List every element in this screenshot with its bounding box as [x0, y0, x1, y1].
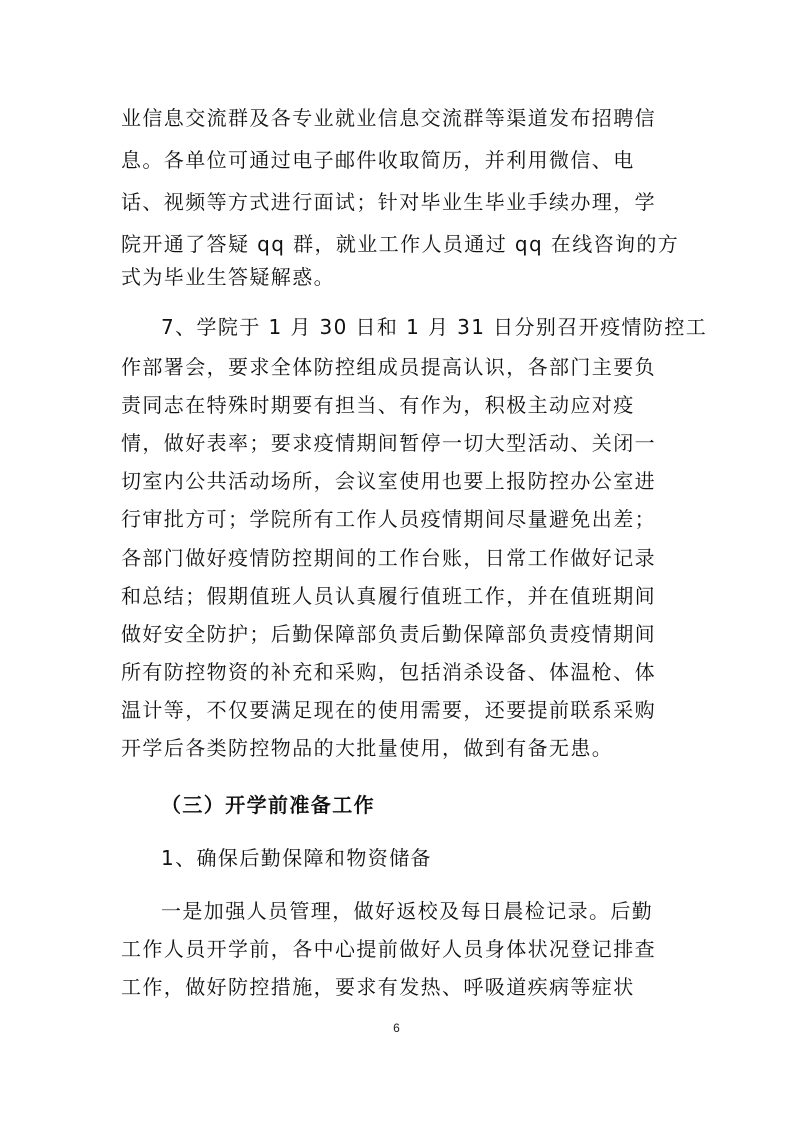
- paragraph-line: 所有防控物资的补充和采购，包括消杀设备、体温枪、体: [121, 660, 656, 684]
- paragraph-line: 话、视频等方式进行面试；针对毕业生毕业手续办理，学: [121, 190, 656, 214]
- paragraph-line: 责同志在特殊时期要有担当、有作为，积极主动应对疫: [121, 393, 635, 417]
- paragraph-line: 息。各单位可通过电子邮件收取简历，并利用微信、电: [121, 148, 635, 172]
- paragraph-line: 工作，做好防控措施，要求有发热、呼吸道疾病等症状: [121, 975, 635, 999]
- section-heading: （三）开学前准备工作: [161, 793, 375, 817]
- paragraph-line: 各部门做好疫情防控期间的工作台账，日常工作做好记录: [121, 546, 656, 570]
- paragraph-line: 一是加强人员管理，做好返校及每日晨检记录。后勤: [161, 899, 654, 923]
- paragraph-line: 温计等，不仅要满足现在的使用需要，还要提前联系采购: [121, 698, 656, 722]
- subsection-heading: 1、确保后勤保障和物资储备: [161, 846, 432, 870]
- paragraph-line: 行审批方可；学院所有工作人员疫情期间尽量避免出差；: [121, 507, 656, 531]
- paragraph-line: 式为毕业生答疑解惑。: [121, 265, 335, 289]
- paragraph-line: 情，做好表率；要求疫情期间暂停一切大型活动、关闭一: [121, 431, 656, 455]
- paragraph-line: 作部署会，要求全体防控组成员提高认识，各部门主要负: [121, 355, 656, 379]
- paragraph-line: 开学后各类防控物品的大批量使用，做到有备无患。: [121, 736, 614, 760]
- paragraph-line: 7、学院于 1 月 30 日和 1 月 31 日分别召开疫情防控工: [161, 315, 708, 339]
- paragraph-line: 切室内公共活动场所，会议室使用也要上报防控办公室进: [121, 469, 656, 493]
- paragraph-line: 工作人员开学前，各中心提前做好人员身体状况登记排查: [121, 937, 656, 961]
- page-number: 6: [393, 1021, 400, 1035]
- paragraph-line: 业信息交流群及各专业就业信息交流群等渠道发布招聘信: [121, 106, 656, 130]
- paragraph-line: 院开通了答疑 qq 群，就业工作人员通过 qq 在线咨询的方: [121, 232, 680, 256]
- paragraph-line: 和总结；假期值班人员认真履行值班工作，并在值班期间: [121, 584, 656, 608]
- paragraph-line: 做好安全防护；后勤保障部负责后勤保障部负责疫情期间: [121, 622, 656, 646]
